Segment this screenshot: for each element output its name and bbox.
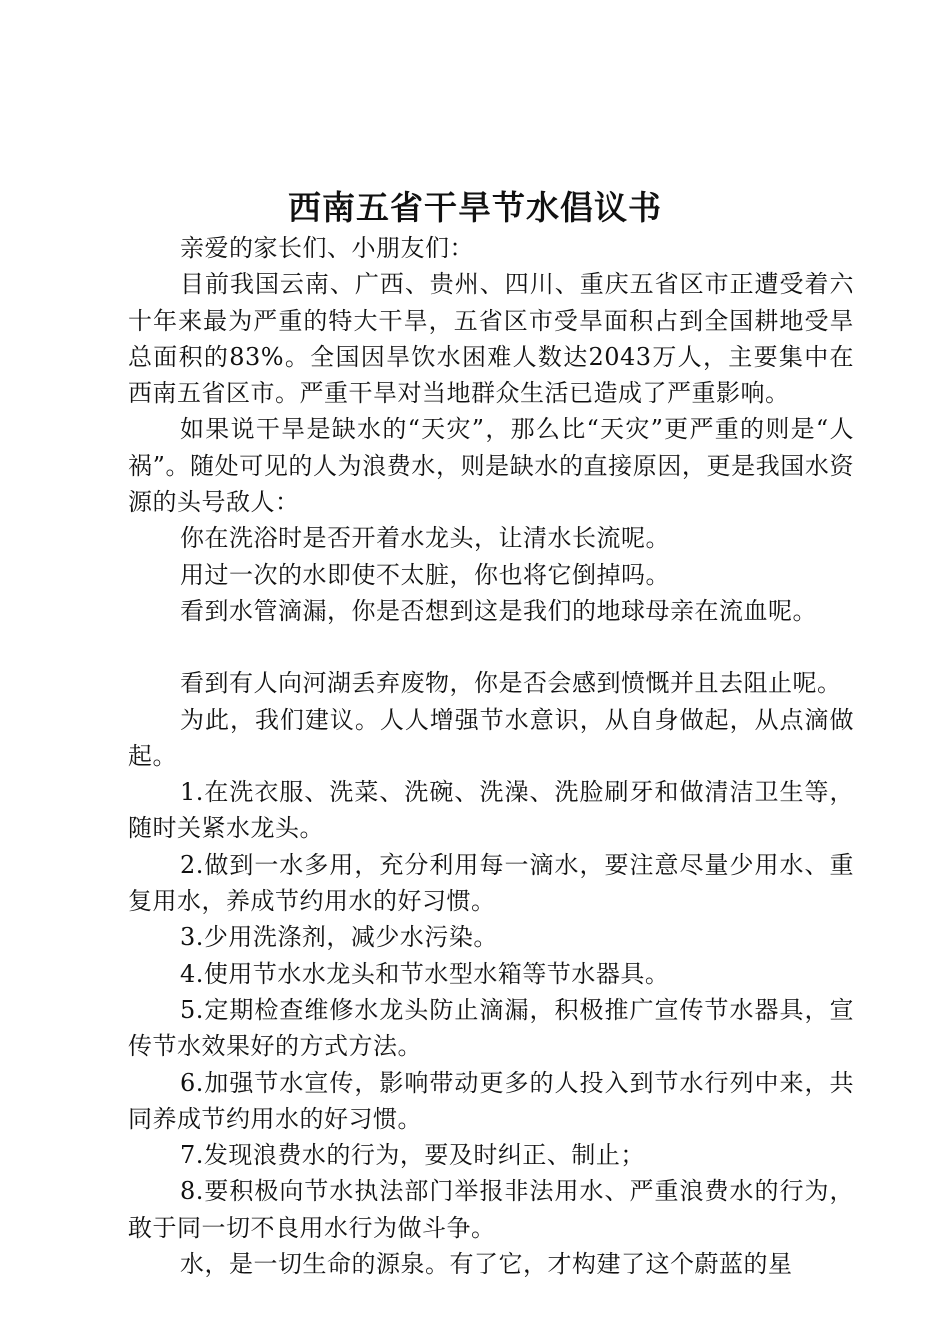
question-leak: 看到水管滴漏，你是否想到这是我们的地球母亲在流血呢。 — [180, 596, 817, 625]
salutation: 亲爱的家长们、小朋友们： — [180, 234, 474, 262]
document-body — [128, 230, 854, 1282]
list-item-5: 5.定期检查维修水龙头防止滴漏，积极推广宣传节水器具，宣传节水效果好的方式方法。 — [128, 995, 854, 1061]
list-item-6: 6.加强节水宣传，影响带动更多的人投入到节水行列中来，共同养成节约用水的好习惯。 — [128, 1068, 854, 1133]
paragraph-closing: 水，是一切生命的源泉。有了它，才构建了这个蔚蓝的星 — [180, 1250, 793, 1279]
document-title: 西南五省干旱节水倡议书 — [288, 188, 662, 227]
list-item-8: 8.要积极向节水执法部门举报非法用水、严重浪费水的行为，敢于同一切不良用水行为做斗争。 — [128, 1177, 854, 1242]
paragraph-gap — [128, 629, 854, 665]
question-shower: 你在洗浴时是否开着水龙头，让清水长流呢。 — [180, 524, 670, 553]
list-item-7: 7.发现浪费水的行为，要及时纠正、制止； — [180, 1141, 645, 1170]
list-item-3: 3.少用洗涤剂，减少水污染。 — [180, 923, 498, 952]
question-reuse: 用过一次的水即使不太脏，你也将它倒掉吗。 — [180, 560, 670, 589]
list-item-1: 1.在洗衣服、洗菜、洗碗、洗澡、洗脸刷牙和做清洁卫生等，随时关紧水龙头。 — [128, 778, 854, 843]
list-item-4: 4.使用节水水龙头和节水型水箱等节水器具。 — [180, 959, 670, 988]
paragraph-drought-situation: 目前我国云南、广西、贵州、四川、重庆五省区市正遭受着六十年来最为严重的特大干旱，五省区市受旱面积占到全国耕地受旱总面积的83%。全国因旱饮水困难人数达2043万人，主要集中在西南五省区市。严重干旱对当地群众生活已造成了严重影响。 — [128, 270, 854, 408]
paragraph-proposal: 为此，我们建议。人人增强节水意识，从自身做起，从点滴做起。 — [128, 705, 854, 770]
paragraph-waste-cause: 如果说干旱是缺水的“天灾”，那么比“天灾”更严重的则是“人祸”。随处可见的人为浪费水，则是缺水的直接原因，更是我国水资源的头号敌人： — [128, 415, 854, 517]
list-item-2: 2.做到一水多用，充分利用每一滴水，要注意尽量少用水、重复用水，养成节约用水的好习惯。 — [128, 850, 854, 916]
question-pollution: 看到有人向河湖丢弃废物，你是否会感到愤慨并且去阻止呢。 — [180, 669, 842, 698]
